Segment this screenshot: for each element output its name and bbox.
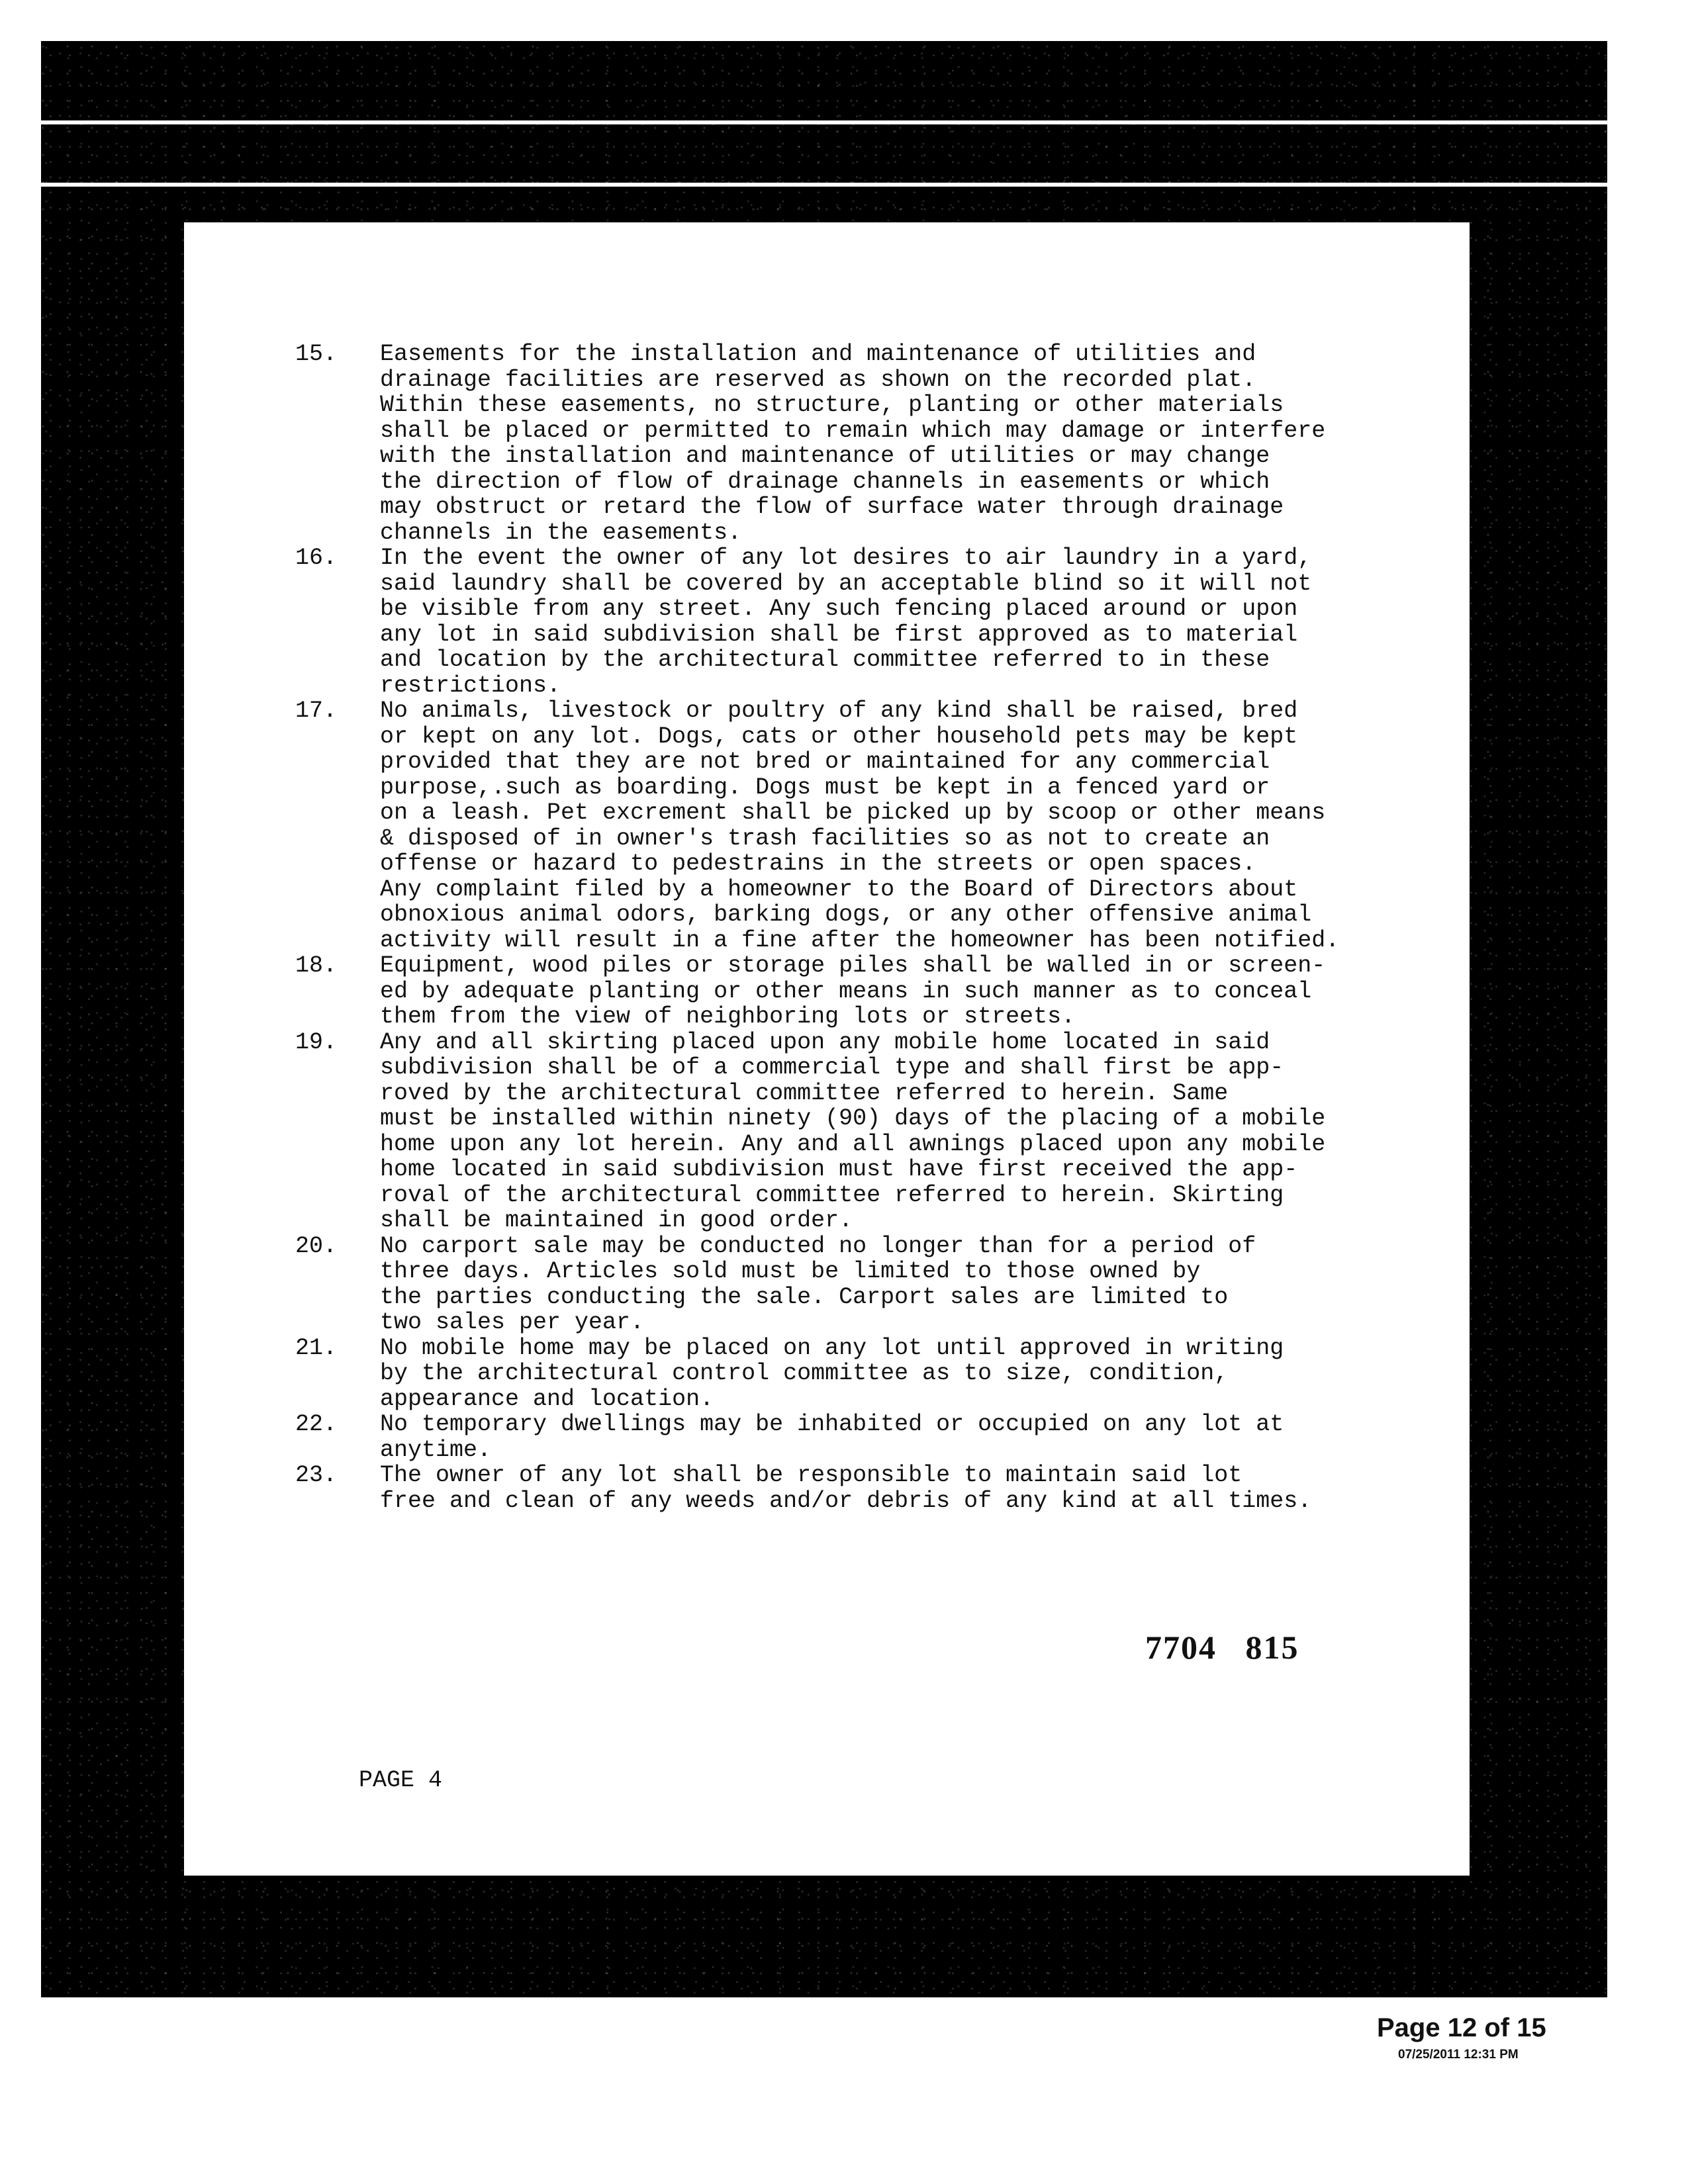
item-number: 19. [295, 1028, 338, 1056]
print-timestamp: 07/25/2011 12:31 PM [1398, 2048, 1519, 2062]
restriction-item [184, 545, 1470, 698]
item-text: No carport sale may be conducted no longer than for a period of three days. Articles sold must be limited to those owned by the parties conducting the sale. Carport sales are limited to two sales per year. [380, 1232, 1256, 1336]
recording-number: 7704 815 [1145, 1629, 1299, 1666]
item-number: 21. [295, 1334, 338, 1361]
item-text: In the event the owner of any lot desires to air laundry in a yard, said laundry shall be covered by an acceptable blind so it will not be visible from any street. Any such fencing placed around or upon any lot in said subdivision shall be first approved as to material and location by the architectural committee referred to in these restrictions. [380, 545, 1312, 699]
restriction-item [184, 1234, 1470, 1336]
item-text: No temporary dwellings may be inhabited or occupied on any lot at anytime. [380, 1411, 1284, 1463]
restriction-item [184, 1030, 1470, 1234]
page-label: PAGE 4 [359, 1767, 443, 1794]
scan-band [41, 120, 1607, 124]
item-text: The owner of any lot shall be responsible to maintain said lot free and clean of any weeds and/or debris of any kind at all times. [380, 1462, 1312, 1514]
item-text: No mobile home may be placed on any lot until approved in writing by the architectural control committee as to size, condition, appearance and location. [380, 1334, 1284, 1412]
item-text: Equipment, wood piles or storage piles shall be walled in or screen- ed by adequate planting or other means in such manner as to conceal them from the view of neighboring lots or streets. [380, 952, 1326, 1030]
restriction-item [184, 1336, 1470, 1412]
restriction-item [184, 953, 1470, 1030]
scan-band [41, 183, 1607, 187]
item-number: 16. [295, 545, 338, 571]
item-number: 17. [295, 698, 338, 724]
document-page [184, 222, 1470, 1876]
item-number: 18. [295, 952, 338, 979]
item-text: Easements for the installation and maintenance of utilities and drainage facilities are reserved as shown on the recorded plat. Within these easements, no structure, planting or other materials shall be placed or permitted to remain which may damage or interfere with the installation and maintenance of utilities or may change the direction of flow of drainage channels in easements or which may obstruct or retard the flow of surface water through drainage channels in the easements. [380, 341, 1326, 546]
restriction-item [184, 1412, 1470, 1463]
item-text: Any and all skirting placed upon any mobile home located in said subdivision shall be of a commercial type and shall first be app- roved by the architectural committee referred to herein. Same must be installed within ninety (90) days of the placing of a mobile home upon any lot herein. Any and all awnings placed upon any mobile home located in said subdivision must have first received the app- roval of the architectural committee referred to herein. Skirting shall be maintained in good order. [380, 1028, 1326, 1234]
restriction-item [184, 698, 1470, 953]
item-number: 15. [295, 341, 338, 367]
restriction-item [184, 341, 1470, 545]
item-number: 22. [295, 1411, 338, 1437]
page-count: Page 12 of 15 [1377, 2013, 1546, 2042]
item-number: 20. [295, 1232, 338, 1259]
restriction-item [184, 1463, 1470, 1514]
restriction-list [184, 341, 1470, 1514]
item-text: No animals, livestock or poultry of any kind shall be raised, bred or kept on any lot. Dogs, cats or other household pets may be kept provided that they are not bred or maintained for any commercial purpose,.such as boarding. Dogs must be kept in a fenced yard or on a leash. Pet excrement shall be picked up by scoop or other means & disposed of in owner's trash facilities so as not to create an offense or hazard to pedestrains in the streets or open spaces. Any complaint filed by a homeowner to the Board of Directors about obnoxious animal odors, barking dogs, or any other offensive animal activity will result in a fine after the homeowner has been notified. [380, 698, 1340, 954]
item-number: 23. [295, 1462, 338, 1488]
